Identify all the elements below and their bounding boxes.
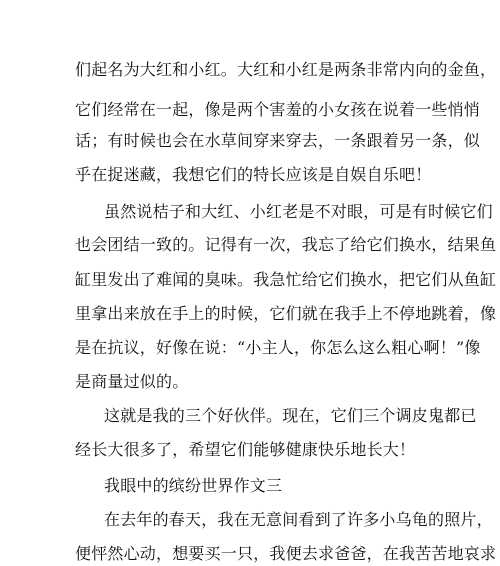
text-line: 缸里发出了难闻的臭味。我急忙给它们换水，把它们从鱼缸 [75,270,497,289]
text-line: 经长大很多了，希望它们能够健康快乐地长大！ [75,440,416,459]
text-line: 里拿出来放在手上的时候，它们就在我手上不停地跳着，像 [75,304,497,323]
text-line: 也会团结一致的。记得有一次，我忘了给它们换水，结果鱼 [75,235,497,254]
text-line: 虽然说桔子和大红、小红老是不对眼，可是有时候它们 [104,202,493,221]
text-line: 这就是我的三个好伙伴。现在，它们三个调皮鬼都已 [104,406,477,425]
text-line: 是商量过似的。 [75,372,189,391]
section-heading: 我眼中的缤纷世界作文三 [104,476,283,495]
text-line: 便怦然心动，想要买一只，我便去求爸爸，在我苦苦地哀求 [75,544,497,563]
text-line: 是在抗议，好像在说：“小主人，你怎么这么粗心啊！”像 [75,338,481,357]
text-line: 乎在捉迷藏，我想它们的特长应该是自娱自乐吧！ [75,165,432,184]
text-line: 它们经常在一起，像是两个害羞的小女孩在说着一些悄悄 [75,100,481,119]
text-line: 们起名为大红和小红。大红和小红是两条非常内向的金鱼， [75,60,497,79]
text-line: 在去年的春天，我在无意间看到了许多小乌龟的照片， [104,510,493,529]
text-line: 话；有时候也会在水草间穿来穿去，一条跟着另一条，似 [75,131,481,150]
